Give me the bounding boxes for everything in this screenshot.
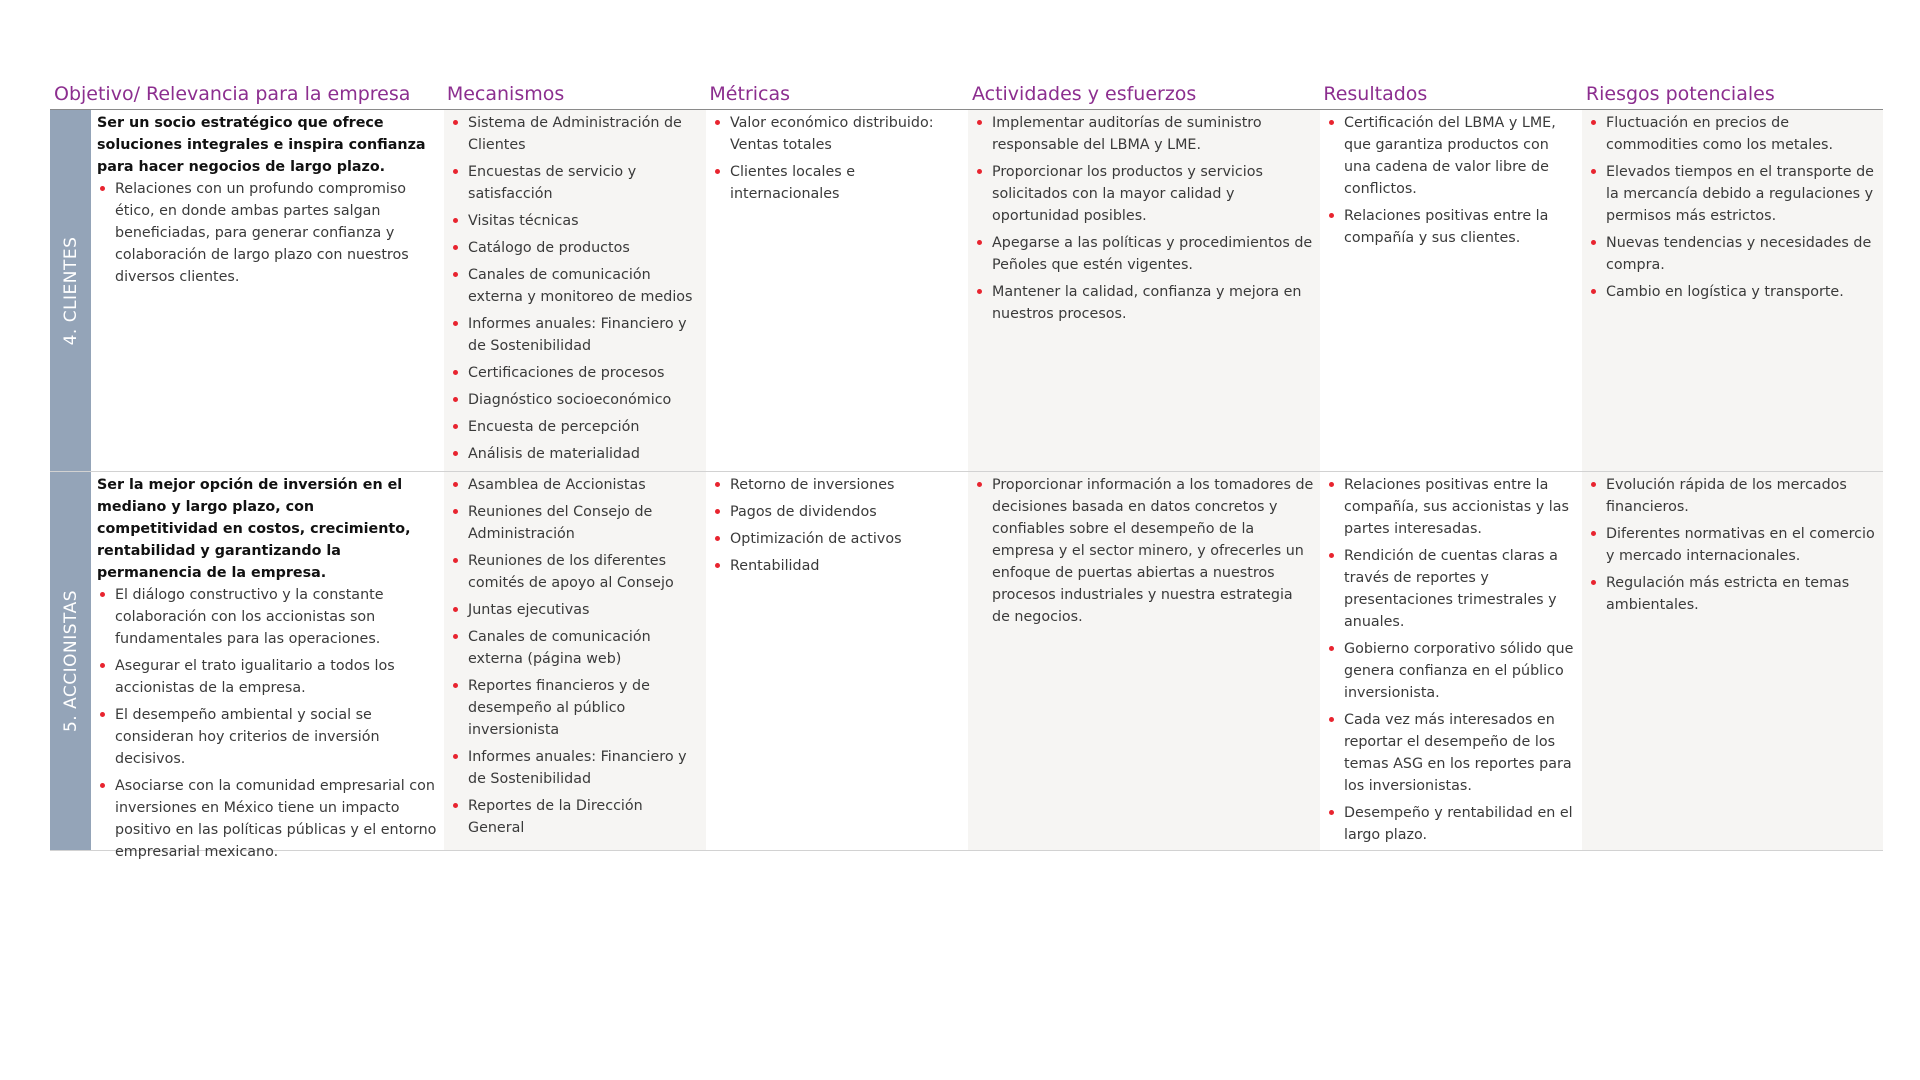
list-item: Encuestas de servicio y satisfacción bbox=[450, 161, 700, 205]
list-item: Proporcionar información a los tomadores de decisiones basada en datos concretos y confiables sobre el desempeño de la empresa y el sector minero, y ofrecerles un enfoque de puertas abiertas a nuestros procesos industriales y nuestra estrategia de negocios. bbox=[974, 474, 1314, 628]
list-item: Asegurar el trato igualitario a todos los accionistas de la empresa. bbox=[97, 655, 438, 699]
actividades-list bbox=[974, 112, 1314, 325]
list-item: Canales de comunicación externa (página web) bbox=[450, 626, 700, 670]
list-item: Sistema de Administración de Clientes bbox=[450, 112, 700, 156]
header-actividades: Actividades y esfuerzos bbox=[971, 83, 1197, 105]
list-item: Certificación del LBMA y LME, que garantiza productos con una cadena de valor libre de conflictos. bbox=[1326, 112, 1576, 200]
header-metricas: Métricas bbox=[709, 83, 791, 105]
riesgos-list bbox=[1588, 112, 1877, 303]
list-item: Nuevas tendencias y necesidades de compra. bbox=[1588, 232, 1877, 276]
cell-riesgos bbox=[1582, 110, 1883, 471]
list-item: Reuniones de los diferentes comités de apoyo al Consejo bbox=[450, 550, 700, 594]
list-item: Análisis de materialidad bbox=[450, 443, 700, 465]
header-objetivo: Objetivo/ Relevancia para la empresa bbox=[54, 83, 411, 105]
list-item: Retorno de inversiones bbox=[712, 474, 962, 496]
mecanismos-list bbox=[450, 474, 700, 839]
table-row-accionistas bbox=[50, 472, 1883, 860]
list-item: Fluctuación en precios de commodities como los metales. bbox=[1588, 112, 1877, 156]
list-item: Asamblea de Accionistas bbox=[450, 474, 700, 496]
list-item: Asociarse con la comunidad empresarial con inversiones en México tiene un impacto positivo en las políticas públicas y el entorno empresarial mexicano. bbox=[97, 775, 438, 863]
list-item: Reportes de la Dirección General bbox=[450, 795, 700, 839]
table-header bbox=[50, 82, 1883, 110]
list-item: Juntas ejecutivas bbox=[450, 599, 700, 621]
list-item: Informes anuales: Financiero y de Sostenibilidad bbox=[450, 746, 700, 790]
list-item: Certificaciones de procesos bbox=[450, 362, 700, 384]
row-label-text: 5. ACCIONISTAS bbox=[60, 589, 81, 733]
row-label-text: 4. CLIENTES bbox=[60, 236, 81, 345]
list-item: Implementar auditorías de suministro responsable del LBMA y LME. bbox=[974, 112, 1314, 156]
row-label-accionistas bbox=[50, 472, 91, 850]
resultados-list bbox=[1326, 474, 1576, 846]
list-item: Diagnóstico socioeconómico bbox=[450, 389, 700, 411]
objetivo-list bbox=[97, 584, 438, 863]
list-item: Rentabilidad bbox=[712, 555, 962, 577]
cell-actividades bbox=[968, 110, 1320, 471]
resultados-list bbox=[1326, 112, 1576, 249]
cell-objetivo bbox=[91, 110, 444, 471]
header-mecanismos: Mecanismos bbox=[446, 83, 565, 105]
list-item: Cada vez más interesados en reportar el desempeño de los temas ASG en los reportes para los inversionistas. bbox=[1326, 709, 1576, 797]
riesgos-list bbox=[1588, 474, 1877, 616]
metricas-list bbox=[712, 474, 962, 577]
cell-resultados bbox=[1320, 110, 1582, 471]
actividades-list bbox=[974, 474, 1314, 628]
list-item: Relaciones positivas entre la compañía, sus accionistas y las partes interesadas. bbox=[1326, 474, 1576, 540]
list-item: Apegarse a las políticas y procedimientos de Peñoles que estén vigentes. bbox=[974, 232, 1314, 276]
row-label-clientes bbox=[50, 110, 91, 471]
list-item: Proporcionar los productos y servicios solicitados con la mayor calidad y oportunidad posibles. bbox=[974, 161, 1314, 227]
list-item: Cambio en logística y transporte. bbox=[1588, 281, 1877, 303]
list-item: Optimización de activos bbox=[712, 528, 962, 550]
list-item: Pagos de dividendos bbox=[712, 501, 962, 523]
table-row-clientes bbox=[50, 110, 1883, 472]
list-item: Diferentes normativas en el comercio y mercado internacionales. bbox=[1588, 523, 1877, 567]
cell-mecanismos bbox=[444, 472, 706, 850]
stakeholder-table bbox=[50, 82, 1883, 860]
cell-mecanismos bbox=[444, 110, 706, 471]
list-item: Rendición de cuentas claras a través de reportes y presentaciones trimestrales y anuales. bbox=[1326, 545, 1576, 633]
cell-objetivo bbox=[91, 472, 444, 860]
list-item: Visitas técnicas bbox=[450, 210, 700, 232]
cell-metricas bbox=[706, 472, 968, 850]
list-item: Reuniones del Consejo de Administración bbox=[450, 501, 700, 545]
list-item: Valor económico distribuido: Ventas totales bbox=[712, 112, 962, 156]
metricas-list bbox=[712, 112, 962, 205]
list-item: El diálogo constructivo y la constante colaboración con los accionistas son fundamentales para las operaciones. bbox=[97, 584, 438, 650]
cell-resultados bbox=[1320, 472, 1582, 850]
list-item: Informes anuales: Financiero y de Sostenibilidad bbox=[450, 313, 700, 357]
list-item: Evolución rápida de los mercados financieros. bbox=[1588, 474, 1877, 518]
mecanismos-list bbox=[450, 112, 700, 465]
list-item: Regulación más estricta en temas ambientales. bbox=[1588, 572, 1877, 616]
header-riesgos: Riesgos potenciales bbox=[1585, 83, 1775, 105]
cell-actividades bbox=[968, 472, 1320, 850]
list-item: Relaciones positivas entre la compañía y sus clientes. bbox=[1326, 205, 1576, 249]
list-item: Canales de comunicación externa y monitoreo de medios bbox=[450, 264, 700, 308]
list-item: Encuesta de percepción bbox=[450, 416, 700, 438]
list-item: Reportes financieros y de desempeño al público inversionista bbox=[450, 675, 700, 741]
cell-metricas bbox=[706, 110, 968, 471]
list-item: Relaciones con un profundo compromiso ético, en donde ambas partes salgan beneficiadas, para generar confianza y colaboración de largo plazo con nuestros diversos clientes. bbox=[97, 178, 438, 288]
objetivo-list bbox=[97, 178, 438, 288]
objetivo-title: Ser la mejor opción de inversión en el mediano y largo plazo, con competitividad en costos, crecimiento, rentabilidad y garantizando la permanencia de la empresa. bbox=[97, 477, 411, 581]
list-item: El desempeño ambiental y social se consideran hoy criterios de inversión decisivos. bbox=[97, 704, 438, 770]
list-item: Desempeño y rentabilidad en el largo plazo. bbox=[1326, 802, 1576, 846]
list-item: Gobierno corporativo sólido que genera confianza en el público inversionista. bbox=[1326, 638, 1576, 704]
list-item: Catálogo de productos bbox=[450, 237, 700, 259]
cell-riesgos bbox=[1582, 472, 1883, 850]
list-item: Elevados tiempos en el transporte de la mercancía debido a regulaciones y permisos más estrictos. bbox=[1588, 161, 1877, 227]
objetivo-title: Ser un socio estratégico que ofrece soluciones integrales e inspira confianza para hacer negocios de largo plazo. bbox=[97, 115, 426, 175]
list-item: Clientes locales e internacionales bbox=[712, 161, 962, 205]
header-resultados: Resultados bbox=[1323, 83, 1428, 105]
list-item: Mantener la calidad, confianza y mejora en nuestros procesos. bbox=[974, 281, 1314, 325]
